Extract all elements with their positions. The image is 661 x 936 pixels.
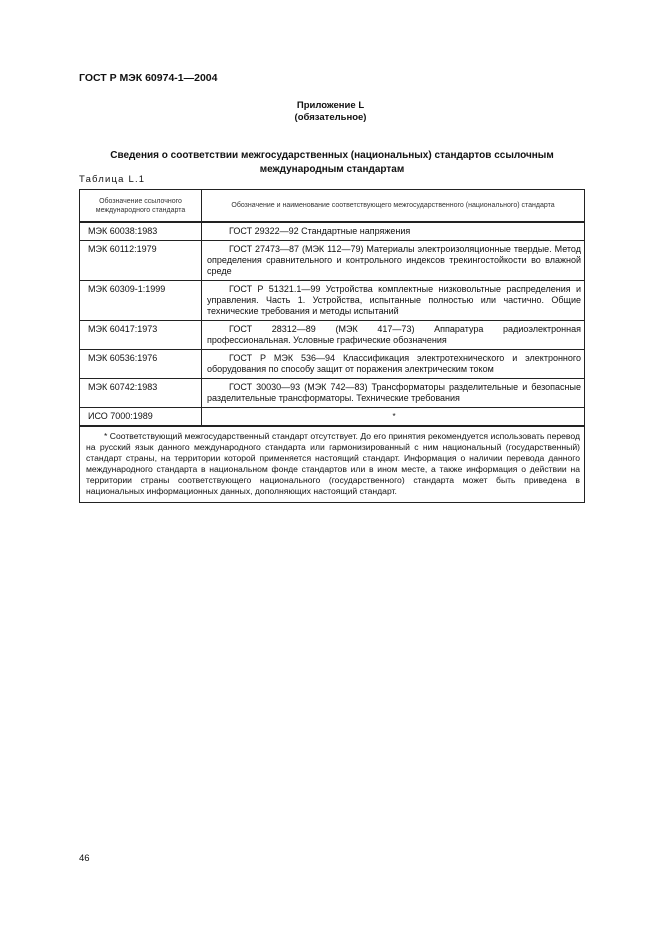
national-cell: ГОСТ 29322—92 Стандартные напряжения <box>202 222 585 241</box>
annex-title: Приложение L <box>296 100 365 111</box>
page-number: 46 <box>79 853 90 864</box>
table-row <box>80 379 585 408</box>
table-row <box>80 408 585 427</box>
ref-cell: МЭК 60536:1976 <box>80 350 202 379</box>
table-footnote: * Соответствующий межгосударственный стандарт отсутствует. До его принятия рекомендуется использовать перевод на русский язык данного международного стандарта или гармонизированный с ним национальный (государственный) стандарт страны, на территории которой применяется настоящий стандарт. Информация о наличии перевода данного международного стандарта в национальном фонде стандартов или в ином месте, а также информация о действии на территории страны соответствующего национального (государственного) стандарта может быть приведена в национальных информационных данных, дополняющих настоящий стандарт. <box>80 426 585 503</box>
national-cell: ГОСТ 27473—87 (МЭК 112—79) Материалы электроизоляционные твердые. Метод определения сравнительного и контрольного индексов трекингостойкости во влажной среде <box>202 241 585 281</box>
table-row <box>80 350 585 379</box>
ref-cell: МЭК 60038:1983 <box>80 222 202 241</box>
table-header-row <box>80 190 585 223</box>
header-national-standard: Обозначение и наименование соответствующего межгосударственного (национального) стандарта <box>202 190 585 223</box>
ref-cell: ИСО 7000:1989 <box>80 408 202 427</box>
table-row <box>80 241 585 281</box>
standards-table <box>79 189 585 503</box>
national-cell: ГОСТ Р МЭК 536—94 Классификация электротехнического и электронного оборудования по способу защит от поражения электрическим током <box>202 350 585 379</box>
national-cell: ГОСТ 30030—93 (МЭК 742—83) Трансформаторы разделительные и безопасные разделительные трансформаторы. Технические требования <box>202 379 585 408</box>
ref-cell: МЭК 60742:1983 <box>80 379 202 408</box>
table-label: Таблица L.1 <box>79 174 146 185</box>
national-cell: ГОСТ 28312—89 (МЭК 417—73) Аппаратура радиоэлектронная профессиональная. Условные графические обозначения <box>202 321 585 350</box>
table-row <box>80 321 585 350</box>
annex-heading <box>0 100 661 124</box>
section-title: Сведения о соответствии межгосударственных (национальных) стандартов ссылочным международным стандартам <box>110 150 554 175</box>
ref-cell: МЭК 60417:1973 <box>80 321 202 350</box>
header-international-standard: Обозначение ссылочного международного стандарта <box>80 190 202 223</box>
national-cell: ГОСТ Р 51321.1—99 Устройства комплектные низковольтные распределения и управления. Часть 1. Устройства, испытанные полностью или частично. Общие технические требования и методы испытаний <box>202 281 585 321</box>
annex-status: (обязательное) <box>294 112 367 123</box>
ref-cell: МЭК 60309-1:1999 <box>80 281 202 321</box>
table-row <box>80 222 585 241</box>
ref-cell: МЭК 60112:1979 <box>80 241 202 281</box>
document-header: ГОСТ Р МЭК 60974-1—2004 <box>79 72 218 84</box>
national-cell: * <box>202 408 585 427</box>
table-row <box>80 281 585 321</box>
footnote-row <box>80 426 585 503</box>
